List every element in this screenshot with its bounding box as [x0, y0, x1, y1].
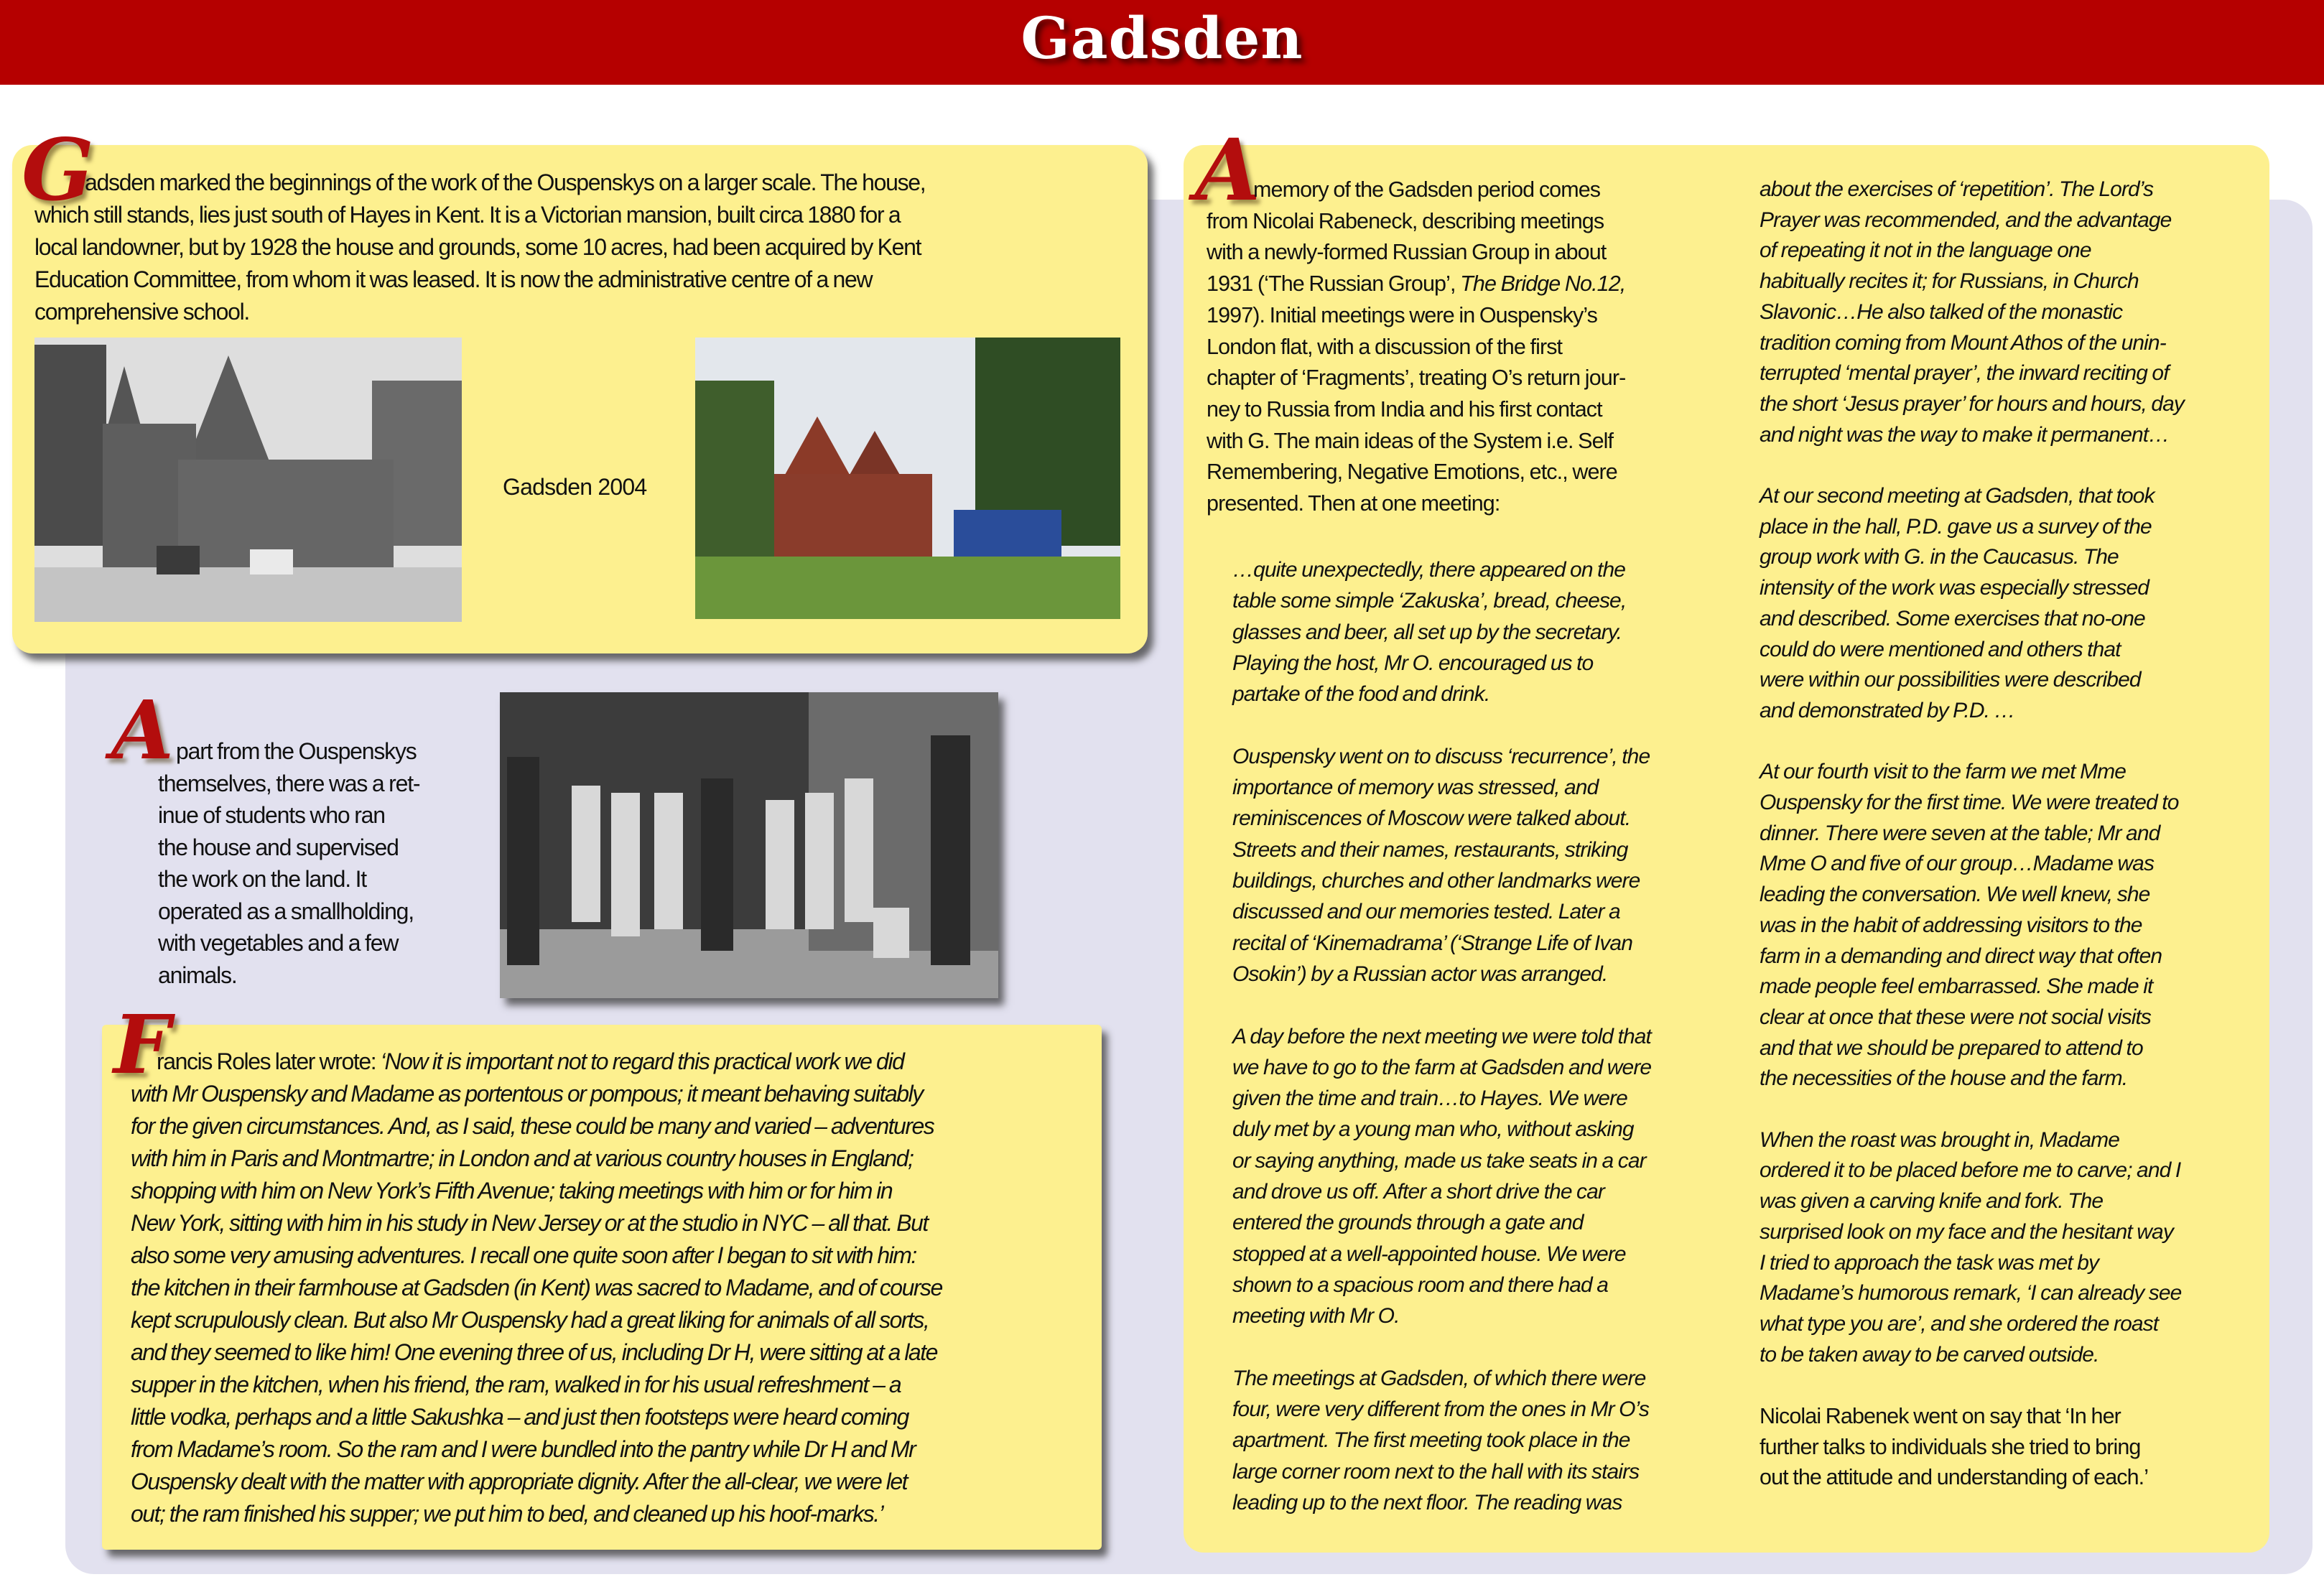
memory-quote-line: Prayer was recommended, and the advantage — [1760, 208, 2172, 232]
memory-quote-line: were within our possibilities were described — [1760, 668, 2141, 692]
building-color-illustration — [695, 338, 1120, 619]
memory-quote-line: the short ‘Jesus prayer’ for hours and hours, day — [1760, 391, 2185, 416]
memory-quote-line: was given a carving knife and fork. The — [1760, 1189, 2104, 1214]
gadsden-old-photo — [34, 338, 462, 622]
memory-quote-line: and that we should be prepared to attend to — [1760, 1036, 2143, 1060]
memory-quote-line: clear at once that these were not social visits — [1760, 1005, 2151, 1029]
memory-quote-line: The meetings at Gadsden, of which there were — [1232, 1366, 1646, 1390]
memory-closing-line: out the attitude and understanding of each.’ — [1760, 1465, 2149, 1490]
group-photo-illustration — [500, 692, 998, 998]
memory-closing-line: further talks to individuals she tried to bring — [1760, 1434, 2141, 1459]
intro-line: local landowner, but by 1928 the house and grounds, some 10 acres, had been acquired by Kent — [34, 234, 921, 260]
memory-quote-line: partake of the food and drink. — [1232, 682, 1490, 707]
memory-quote-line: shown to a spacious room and there had a — [1232, 1272, 1609, 1297]
memory-quote-line: intensity of the work was especially stressed — [1760, 576, 2149, 600]
memory-quote-line: duly met by a young man who, without asking — [1232, 1117, 1634, 1142]
retinue-line: inue of students who ran — [158, 802, 385, 828]
gadsden-2004-photo — [695, 338, 1120, 619]
intro-line: which still stands, lies just south of Hayes in Kent. It is a Victorian mansion, built circa 1880 for a — [34, 202, 901, 228]
roles-dropcap: F — [113, 998, 171, 1092]
memory-quote-line: …quite unexpectedly, there appeared on the — [1232, 558, 1626, 582]
roles-line: shopping with him on New York’s Fifth Avenue; taking meetings with him or for him in — [131, 1178, 893, 1204]
memory-quote-line: made people feel embarrassed. She made it — [1760, 974, 2153, 999]
memory-quote-line: stopped at a well-appointed house. We were — [1232, 1242, 1626, 1266]
memory-quote-line: what type you are’, and she ordered the roast — [1760, 1311, 2159, 1336]
memory-quote-line: and described. Some exercises that no-one — [1760, 606, 2145, 631]
memory-intro-line: with G. The main ideas of the System i.e. Self — [1207, 428, 1614, 453]
retinue-line: part from the Ouspenskys — [176, 738, 417, 764]
citation-title: The Bridge No.12, — [1460, 271, 1626, 297]
memory-quote-line: Madame’s humorous remark, ‘I can already see — [1760, 1281, 2182, 1306]
building-bw-illustration — [34, 338, 462, 622]
memory-intro-line: memory of the Gadsden period comes — [1253, 177, 1601, 202]
memory-quote-line: given the time and train…to Hayes. We were — [1232, 1087, 1627, 1111]
memory-quote-line: farm in a demanding and direct way that often — [1760, 944, 2162, 968]
memory-intro-line: London flat, with a discussion of the first — [1207, 334, 1563, 359]
memory-quote-line: A day before the next meeting we were told that — [1232, 1024, 1651, 1048]
memory-closing-line: Nicolai Rabenek went on say that ‘In her — [1760, 1404, 2121, 1428]
memory-quote-line: Ouspensky went on to discuss ‘recurrence’, the — [1232, 744, 1650, 768]
retinue-line: animals. — [158, 962, 237, 988]
memory-quote-line: buildings, churches and other landmarks were — [1232, 869, 1640, 893]
memory-quote-line: or saying anything, made us take seats in a car — [1232, 1148, 1646, 1173]
intro-line: Education Committee, from whom it was leased. It is now the administrative centre of a new — [34, 266, 873, 292]
memory-intro-line: 1997). Initial meetings were in Ouspensky’s — [1207, 302, 1598, 327]
memory-quote-line: large corner room next to the hall with its stairs — [1232, 1459, 1640, 1484]
memory-quote-line: At our fourth visit to the farm we met Mme — [1760, 760, 2127, 784]
roles-line: New York, sitting with him in his study in New Jersey or at the studio in NYC – all that. But — [131, 1210, 928, 1236]
roles-line — [157, 1046, 904, 1078]
roles-line: for the given circumstances. And, as I said, these could be many and varied – adventures — [131, 1113, 934, 1139]
memory-quote-line: place in the hall, P.D. gave us a survey of the — [1760, 514, 2152, 539]
group-photo — [500, 692, 998, 998]
memory-quote-line: Mme O and five of our group…Madame was — [1760, 852, 2155, 876]
memory-quote-line: tradition coming from Mount Athos of the unin- — [1760, 330, 2166, 355]
roles-line: the kitchen in their farmhouse at Gadsden (in Kent) was sacred to Madame, and of course — [131, 1275, 942, 1301]
memory-quote-line: When the roast was brought in, Madame — [1760, 1127, 2119, 1152]
roles-line: supper in the kitchen, when his friend, the ram, walked in for his usual refreshment – a — [131, 1372, 901, 1397]
memory-dropcap: A — [1195, 120, 1261, 220]
roles-line: and they seemed to like him! One evening three of us, including Dr H, were sitting at a late — [131, 1339, 937, 1365]
memory-intro-line: ney to Russia from India and his first contact — [1207, 396, 1602, 422]
memory-quote-line: apartment. The first meeting took place in the — [1232, 1428, 1630, 1453]
memory-quote-line: Osokin’) by a Russian actor was arranged. — [1232, 962, 1608, 986]
memory-quote-line: group work with G. in the Caucasus. The — [1760, 545, 2119, 569]
intro-line: adsden marked the beginnings of the work of the Ouspenskys on a larger scale. The house, — [85, 169, 926, 195]
page-title: Gadsden — [1021, 4, 1303, 72]
memory-quote-line: about the exercises of ‘repetition’. The Lord’s — [1760, 177, 2154, 201]
retinue-line: the house and supervised — [158, 834, 399, 860]
roles-line: kept scrupulously clean. But also Mr Ouspensky had a great liking for animals of all sorts, — [131, 1307, 929, 1333]
memory-quote-line: discussed and our memories tested. Later a — [1232, 900, 1620, 924]
memory-quote-line: ordered it to be placed before me to carve; and I — [1760, 1158, 2181, 1183]
retinue-line: the work on the land. It — [158, 866, 366, 892]
memory-intro-line: from Nicolai Rabeneck, describing meetings — [1207, 208, 1604, 233]
memory-quote-line: was in the habit of addressing visitors to the — [1760, 913, 2142, 937]
memory-quote-line: terrupted ‘mental prayer’, the inward reciting of — [1760, 361, 2169, 386]
memory-quote-line: Streets and their names, restaurants, striking — [1232, 837, 1628, 862]
memory-quote-line: At our second meeting at Gadsden, that took — [1760, 484, 2155, 508]
memory-quote-line: of repeating it not in the language one — [1760, 238, 2091, 263]
memory-intro-line: with a newly-formed Russian Group in about — [1207, 240, 1607, 265]
memory-quote-line: to be taken away to be carved outside. — [1760, 1342, 2099, 1367]
retinue-line: themselves, there was a ret- — [158, 770, 420, 796]
memory-quote-line: leading up to the next floor. The reading was — [1232, 1491, 1622, 1514]
memory-quote-line: surprised look on my face and the hesitant way — [1760, 1219, 2173, 1244]
memory-quote-line: habitually recites it; for Russians, in Church — [1760, 269, 2139, 294]
photo-caption: Gadsden 2004 — [503, 474, 647, 500]
memory-quote-line: glasses and beer, all set up by the secretary. — [1232, 620, 1622, 644]
memory-quote-line: reminiscences of Moscow were talked about. — [1232, 806, 1631, 831]
memory-quote-line: four, were very different from the ones in Mr O’s — [1232, 1397, 1649, 1422]
roles-line: out; the ram finished his supper; we put him to bed, and cleaned up his hoof-marks.’ — [131, 1501, 883, 1527]
memory-intro-line: presented. Then at one meeting: — [1207, 491, 1500, 516]
memory-intro-line: Remembering, Negative Emotions, etc., were — [1207, 460, 1617, 485]
memory-quote-line: could do were mentioned and others that — [1760, 637, 2121, 661]
memory-quote-line: and night was the way to make it permanent… — [1760, 422, 2170, 447]
retinue-dropcap: A — [111, 684, 174, 778]
memory-quote-line: leading the conversation. We well knew, she — [1760, 883, 2150, 907]
page-header — [0, 0, 2324, 85]
memory-quote-line: importance of memory was stressed, and — [1232, 776, 1599, 800]
memory-quote-line: dinner. There were seven at the table; Mr and — [1760, 821, 2160, 845]
roles-quote-start: ‘Now it is important not to regard this practical work we did — [380, 1048, 904, 1074]
intro-line: comprehensive school. — [34, 299, 249, 325]
roles-line: from Madame’s room. So the ram and I were bundled into the pantry while Dr H and Mr — [131, 1436, 916, 1462]
roles-line: Ouspensky dealt with the matter with appropriate dignity. After the all-clear, we were let — [131, 1469, 908, 1494]
roles-line: with Mr Ouspensky and Madame as portentous or pompous; it meant behaving suitably — [131, 1081, 923, 1107]
memory-intro-line: chapter of ‘Fragments’, treating O’s return jour- — [1207, 366, 1626, 391]
retinue-line: with vegetables and a few — [158, 930, 399, 956]
memory-quote-line: Slavonic…He also talked of the monastic — [1760, 299, 2123, 324]
memory-intro-line — [1207, 268, 1625, 300]
roles-line: also some very amusing adventures. I recall one quite soon after I began to sit with him: — [131, 1242, 916, 1268]
memory-quote-line: Ouspensky for the first time. We were treated to — [1760, 791, 2179, 814]
roles-line: with him in Paris and Montmartre; in London and at various country houses in England; — [131, 1145, 914, 1171]
roles-author-intro: rancis Roles later wrote: — [157, 1048, 381, 1074]
memory-quote-line: and demonstrated by P.D. … — [1760, 698, 2015, 722]
memory-quote-line: entered the grounds through a gate and — [1232, 1211, 1584, 1235]
memory-quote-line: meeting with Mr O. — [1232, 1304, 1400, 1329]
memory-quote-line: I tried to approach the task was met by — [1760, 1250, 2099, 1275]
citation-text: 1931 (‘The Russian Group’, — [1207, 271, 1461, 297]
memory-quote-line: and drove us off. After a short drive the car — [1232, 1180, 1605, 1204]
intro-dropcap: G — [22, 120, 94, 220]
retinue-line: operated as a smallholding, — [158, 898, 414, 924]
memory-quote-line: table some simple ‘Zakuska’, bread, cheese, — [1232, 589, 1627, 613]
memory-quote-line: the necessities of the house and the farm. — [1760, 1066, 2128, 1091]
memory-quote-line: Playing the host, Mr O. encouraged us to — [1232, 651, 1594, 675]
roles-line: little vodka, perhaps and a little Sakushka – and just then footsteps were heard coming — [131, 1404, 908, 1430]
memory-quote-line: we have to go to the farm at Gadsden and were — [1232, 1055, 1652, 1079]
memory-quote-line: recital of ‘Kinemadrama’ (‘Strange Life of Ivan — [1232, 931, 1633, 955]
